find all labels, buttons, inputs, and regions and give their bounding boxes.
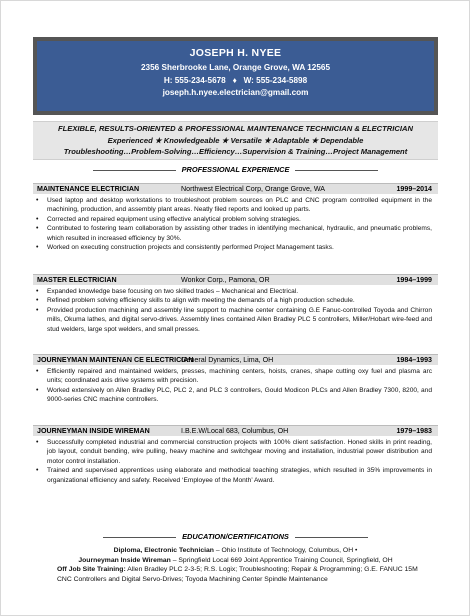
contact-header	[37, 41, 434, 111]
bullet-item: • Expanded knowledge base focusing on two skilled trades – Mechanical and Electrical.	[33, 287, 438, 296]
bullet-item: • Worked extensively on Allen Bradley PLC, PLC 2, and PLC 3 controllers, Gould Modicon PLCs and Allen Bradley 7300, 8200, and 9000-series CNC machine controllers.	[33, 386, 438, 405]
job-dates: 1994–1999	[396, 276, 432, 284]
job-employer: Wonkor Corp., Pamona, OR	[181, 276, 270, 284]
education-credential: Off Job Site Training:	[57, 566, 126, 573]
education-credential: Diploma, Electronic Technician	[113, 547, 214, 554]
education-block	[33, 546, 438, 584]
job-entry	[33, 425, 438, 485]
phone-home: H: 555-234-5678	[163, 75, 226, 85]
bullet-item: • Trained and supervised apprentices using elaborate and methodical teaching strategies, which resulted in 35% improvements in organizational efficiency and safety. Received ‘Employee of the Month’ Award.	[33, 466, 438, 485]
job-bullets	[33, 367, 438, 405]
job-bullets	[33, 287, 438, 334]
education-line	[33, 546, 438, 556]
address: 2356 Sherbrooke Lane, Orange Grove, WA 12565	[141, 63, 330, 72]
bullet-item: • Refined problem solving efficiency skills to align with meeting the demands of a high production schedule.	[33, 296, 438, 305]
job-bullets	[33, 196, 438, 252]
education-heading-label: EDUCATION/CERTIFICATIONS	[176, 532, 295, 541]
job-employer: I.B.E.W/Local 683, Columbus, OH	[181, 427, 289, 435]
education-heading	[33, 532, 438, 542]
job-header	[33, 425, 438, 436]
job-header	[33, 183, 438, 194]
email: joseph.h.nyee.electrician@gmail.com	[162, 88, 309, 97]
tagline-skills: Troubleshooting…Problem-Solving…Efficiency…Supervision & Training…Project Management	[63, 147, 408, 156]
job-entry	[33, 183, 438, 252]
job-dates: 1979–1983	[396, 427, 432, 435]
education-credential: Journeyman Inside Wireman	[78, 556, 171, 564]
bullet-item: • Efficiently repaired and maintained welders, presses, machining centers, hoists, cranes, shape cutting oxy fuel and plasma arc units; coordinated axis drive systems with precision.	[33, 367, 438, 386]
phone-line	[37, 75, 434, 88]
job-employer: General Dynamics, Lima, OH	[181, 356, 274, 364]
education-detail: Allen Bradley PLC 2-3-5; R.S. Logix; Troubleshooting; Repair & Programming; G.E. FANUC 15M CNC Controllers and Digital Servo-Drives; Toyoda Machining Center Spindle Maintenance	[57, 566, 418, 583]
job-entry	[33, 274, 438, 334]
header-frame	[33, 37, 438, 115]
job-employer: Northwest Electrical Corp, Orange Grove, WA	[181, 185, 326, 193]
experience-heading	[33, 165, 438, 175]
job-dates: 1999–2014	[396, 185, 432, 193]
bullet-item: • Corrected and repaired equipment using effective analytical problem solving strategies.	[33, 215, 438, 224]
phone-separator: ♦	[228, 75, 242, 85]
job-title: JOURNEYMAN INSIDE WIREMAN	[37, 427, 150, 435]
tagline-traits: Experienced ★ Knowledgeable ★ Versatile ★ Adaptable ★ Dependable	[107, 135, 364, 145]
bullet-item: • Successfully completed industrial and commercial construction projects with 100% client satisfaction. Honed skills in print reading, job layout, conduit bending, wire pulling, heavy machine and switchgear moving and installation, industrial power distribution and motor control installation.	[33, 438, 438, 466]
job-bullets	[33, 438, 438, 485]
job-title: MASTER ELECTRICIAN	[37, 276, 117, 284]
candidate-name: JOSEPH H. NYEE	[189, 47, 282, 59]
summary-tagline	[33, 121, 438, 160]
job-dates: 1984–1993	[396, 356, 432, 364]
experience-heading-label: PROFESSIONAL EXPERIENCE	[176, 165, 296, 174]
job-title: JOURNEYMAN MAINTENAN CE ELECTRICIAN	[37, 356, 194, 364]
bullet-item: • Worked on executing construction projects and consistently performed Project Management tasks.	[33, 243, 438, 252]
tagline-title: FLEXIBLE, RESULTS-ORIENTED & PROFESSIONAL MAINTENANCE TECHNICIAN & ELECTRICIAN	[58, 124, 413, 133]
education-detail: – Ohio Institute of Technology, Columbus, OH •	[213, 547, 358, 554]
job-header	[33, 354, 438, 365]
education-line	[33, 565, 438, 584]
job-header	[33, 274, 438, 285]
job-entry	[33, 354, 438, 405]
education-detail: – Springfield Local 669 Joint Apprentice Training Council, Springfield, OH	[170, 556, 393, 564]
bullet-item: • Used laptop and desktop workstations to troubleshoot problem sources on PLC and CNC program controlled equipment in the machining, production, and assembly plant areas. Neatly filed reports and looked up parts.	[33, 196, 438, 215]
bullet-item: • Provided production machining and assembly line support to machine center containing G.E Fanuc-controlled Toyoda and Chirron mills, Okuma lathes, and digital servo-drives. Assembly lines contained Allen Bradley PLC 5 controllers, Miller/Hobart wire-feed and stud welders, large spot welders, and small presses.	[33, 306, 438, 334]
education-line	[33, 556, 438, 566]
job-title: MAINTENANCE ELECTRICIAN	[37, 185, 140, 193]
phone-work: W: 555-234-5898	[243, 75, 308, 85]
bullet-item: • Contributed to fostering team collaboration by assisting other trades in identifying mechanical, hydraulic, and pneumatic problems, which resulted in increased efficiency by 30%.	[33, 224, 438, 243]
